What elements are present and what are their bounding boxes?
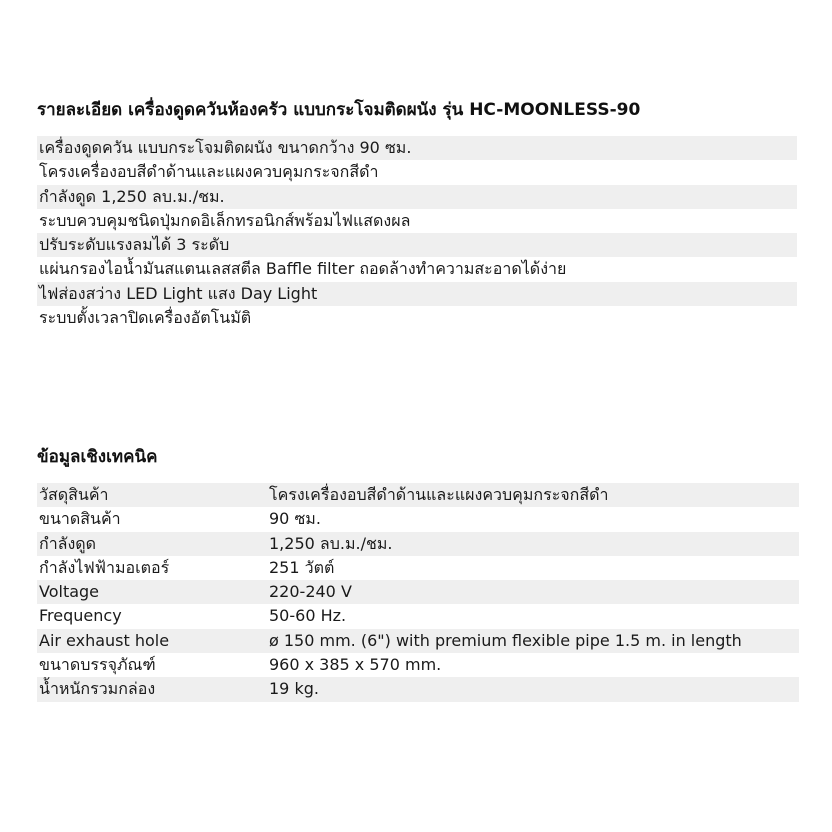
spec-label: Frequency — [39, 606, 122, 626]
feature-item: ปรับระดับแรงลมได้ 3 ระดับ — [37, 233, 797, 257]
spec-value: 90 ซม. — [269, 509, 321, 529]
spec-row — [37, 653, 799, 677]
specs-title: ข้อมูลเชิงเทคนิค — [37, 447, 158, 467]
feature-item: ระบบตั้งเวลาปิดเครื่องอัตโนมัติ — [39, 308, 252, 328]
spec-value: 19 kg. — [269, 679, 319, 699]
spec-value: 251 วัตต์ — [269, 557, 335, 577]
spec-label: ขนาดบรรจุภัณฑ์ — [39, 655, 156, 675]
feature-item: ระบบควบคุมชนิดปุ่มกดอิเล็กทรอนิกส์พร้อมไฟแสดงผล — [39, 210, 411, 230]
feature-item: แผ่นกรองไอน้ำมันสแตนเลสสตีล Baffle filter ถอดล้างทำความสะอาดได้ง่าย — [39, 259, 567, 279]
spec-value: ø 150 mm. (6") with premium flexible pipe 1.5 m. in length — [269, 630, 742, 650]
spec-value: 960 x 385 x 570 mm. — [269, 655, 442, 675]
spec-label: ขนาดสินค้า — [39, 509, 121, 529]
feature-item: เครื่องดูดควัน แบบกระโจมติดผนัง ขนาดกว้าง 90 ซม. — [37, 136, 797, 160]
spec-label: Air exhaust hole — [39, 630, 170, 650]
spec-label: กำลังไฟฟ้ามอเตอร์ — [39, 557, 170, 577]
feature-item: โครงเครื่องอบสีดำด้านและแผงควบคุมกระจกสีดำ — [39, 162, 379, 182]
spec-value: 50-60 Hz. — [269, 606, 347, 626]
spec-value: โครงเครื่องอบสีดำด้านและแผงควบคุมกระจกสีดำ — [269, 485, 609, 504]
spec-label: วัสดุสินค้า — [39, 485, 109, 504]
feature-item: ไฟส่องสว่าง LED Light แสง Day Light — [37, 282, 797, 306]
specs-table — [37, 483, 799, 702]
features-title: รายละเอียด เครื่องดูดควันห้องครัว แบบกระโจมติดผนัง รุ่น HC-MOONLESS-90 — [37, 100, 641, 120]
spec-row — [37, 483, 799, 507]
spec-label: น้ำหนักรวมกล่อง — [39, 679, 156, 699]
spec-row — [37, 629, 799, 653]
spec-row — [37, 604, 799, 628]
spec-row — [37, 677, 799, 701]
feature-item: กำลังดูด 1,250 ลบ.ม./ชม. — [37, 185, 797, 209]
spec-value: 1,250 ลบ.ม./ชม. — [269, 533, 393, 553]
spec-value: 220-240 V — [269, 582, 352, 602]
spec-row — [37, 507, 799, 531]
spec-label: กำลังดูด — [39, 533, 97, 553]
spec-label: Voltage — [39, 582, 100, 602]
spec-row — [37, 532, 799, 556]
spec-row — [37, 556, 799, 580]
features-list — [37, 136, 797, 330]
spec-row — [37, 580, 799, 604]
